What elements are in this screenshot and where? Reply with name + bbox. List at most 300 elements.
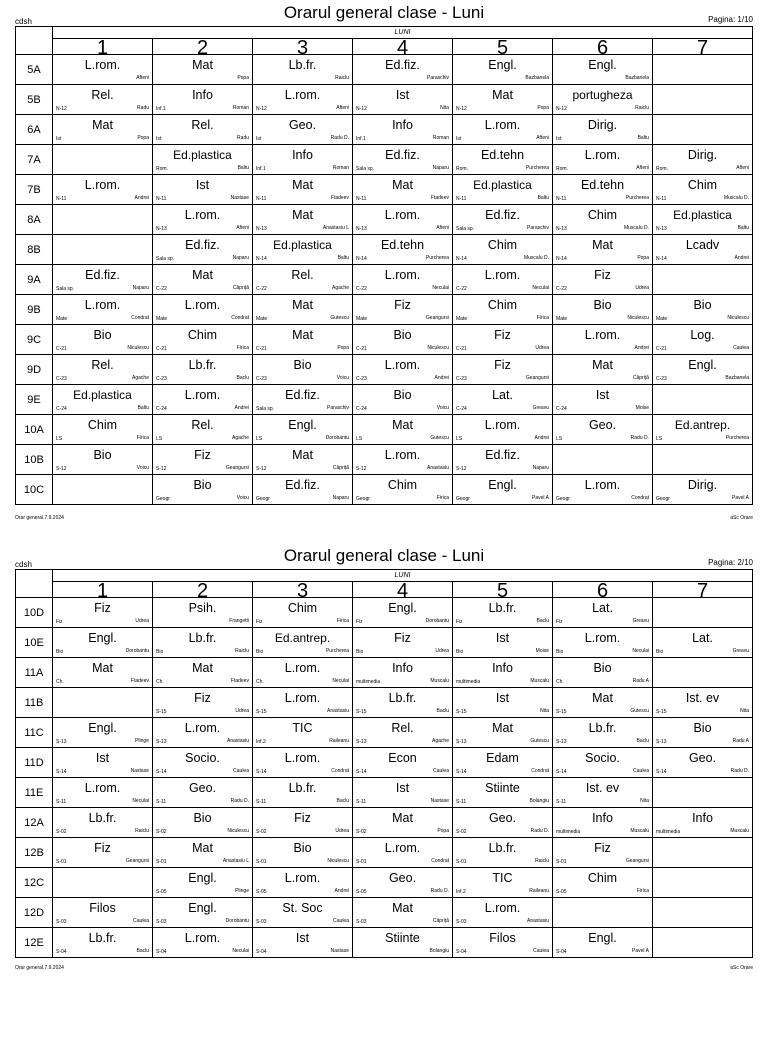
lesson-cell[interactable]	[353, 628, 453, 658]
class-name: 11D	[16, 748, 53, 778]
room-label: Sala sp.	[356, 166, 375, 172]
lesson-cell[interactable]	[53, 928, 153, 958]
class-row	[16, 598, 753, 628]
lesson-cell[interactable]	[553, 115, 653, 145]
lesson-cell[interactable]	[153, 688, 253, 718]
teacher-label: Plinge	[235, 888, 249, 894]
lesson-cell[interactable]	[653, 688, 753, 718]
room-label: C-21	[56, 346, 67, 352]
lesson-cell[interactable]	[153, 868, 253, 898]
lesson-cell[interactable]	[653, 898, 753, 928]
lesson-cell[interactable]	[553, 658, 653, 688]
lesson-cell[interactable]	[653, 445, 753, 475]
lesson-cell[interactable]	[153, 778, 253, 808]
lesson-cell[interactable]	[653, 718, 753, 748]
lesson-cell[interactable]	[53, 385, 153, 415]
subject-label: L.rom.	[284, 661, 321, 675]
lesson-cell[interactable]	[653, 205, 753, 235]
class-row	[16, 235, 753, 265]
teacher-label: Nastase	[330, 948, 349, 954]
lesson-cell[interactable]	[453, 718, 553, 748]
subject-label: Log.	[690, 328, 715, 342]
room-label: C-23	[356, 376, 367, 382]
lesson-cell[interactable]	[353, 898, 453, 928]
room-label: S-11	[456, 799, 467, 805]
lesson-cell[interactable]	[353, 475, 453, 505]
timetable-page-1	[0, 0, 768, 520]
room-label: LS	[556, 436, 563, 442]
lesson-cell[interactable]	[353, 325, 453, 355]
lesson-cell[interactable]	[153, 898, 253, 928]
room-label: Mate	[356, 316, 368, 322]
lesson-cell[interactable]	[153, 415, 253, 445]
lesson-cell[interactable]	[553, 808, 653, 838]
lesson-cell[interactable]	[353, 688, 453, 718]
lesson-cell[interactable]	[353, 295, 453, 325]
lesson-cell[interactable]	[153, 598, 253, 628]
subject-label: Ed.antrep.	[674, 418, 731, 432]
lesson-cell[interactable]	[53, 778, 153, 808]
lesson-cell[interactable]	[453, 265, 553, 295]
subject-label: Rel.	[191, 418, 214, 432]
lesson-cell[interactable]	[53, 295, 153, 325]
lesson-cell[interactable]	[553, 748, 653, 778]
lesson-cell[interactable]	[353, 808, 453, 838]
room-label: S-12	[456, 466, 467, 472]
lesson-cell[interactable]	[253, 265, 353, 295]
room-label: Bio	[156, 649, 164, 655]
lesson-cell[interactable]	[453, 355, 553, 385]
lesson-cell[interactable]	[53, 265, 153, 295]
subject-label: Bio	[693, 721, 712, 735]
teacher-label: Afteni	[636, 165, 649, 171]
room-label: Sala sp.	[256, 406, 275, 412]
room-label: Geogr	[456, 496, 470, 502]
lesson-cell[interactable]	[353, 235, 453, 265]
room-label: Ist	[556, 136, 562, 142]
lesson-cell[interactable]	[153, 928, 253, 958]
lesson-cell[interactable]	[553, 838, 653, 868]
subject-label: St. Soc	[282, 901, 323, 915]
room-label: S-01	[356, 859, 367, 865]
room-label: Mate	[456, 316, 468, 322]
room-label: C-22	[556, 286, 567, 292]
hour-number: 5	[496, 582, 509, 597]
lesson-cell[interactable]	[153, 658, 253, 688]
lesson-cell[interactable]	[653, 265, 753, 295]
lesson-cell[interactable]	[653, 475, 753, 505]
teacher-label: Afteni	[536, 135, 549, 141]
lesson-cell[interactable]	[253, 145, 353, 175]
class-name: 9E	[16, 385, 53, 415]
lesson-cell[interactable]	[253, 115, 353, 145]
subject-label: Dirig.	[587, 118, 618, 132]
lesson-cell[interactable]	[553, 628, 653, 658]
lesson-cell[interactable]	[53, 175, 153, 205]
lesson-cell[interactable]	[153, 85, 253, 115]
lesson-cell[interactable]	[353, 718, 453, 748]
lesson-cell[interactable]	[353, 385, 453, 415]
teacher-label: Firica	[336, 618, 349, 624]
lesson-cell[interactable]	[53, 838, 153, 868]
lesson-cell[interactable]	[553, 928, 653, 958]
teacher-label: Moise	[535, 648, 549, 654]
lesson-cell[interactable]	[353, 928, 453, 958]
lesson-cell[interactable]	[153, 55, 253, 85]
lesson-cell[interactable]	[653, 235, 753, 265]
lesson-cell[interactable]	[153, 145, 253, 175]
room-label: C-22	[356, 286, 367, 292]
lesson-cell[interactable]	[53, 145, 153, 175]
lesson-cell[interactable]	[353, 55, 453, 85]
teacher-label: Anastasiu L	[322, 225, 349, 231]
lesson-cell[interactable]	[253, 235, 353, 265]
lesson-cell[interactable]	[153, 325, 253, 355]
lesson-cell[interactable]	[53, 688, 153, 718]
lesson-cell[interactable]	[253, 868, 353, 898]
lesson-cell[interactable]	[553, 718, 653, 748]
teacher-label: Neculai	[432, 285, 449, 291]
lesson-cell[interactable]	[453, 928, 553, 958]
room-label: N-11	[356, 196, 367, 202]
lesson-cell[interactable]	[153, 355, 253, 385]
lesson-cell[interactable]	[453, 325, 553, 355]
lesson-cell[interactable]	[653, 415, 753, 445]
teacher-label: Popa	[437, 828, 449, 834]
lesson-cell[interactable]	[453, 838, 553, 868]
lesson-cell[interactable]	[553, 445, 653, 475]
teacher-label: Popa	[637, 255, 649, 261]
teacher-label: Agache	[432, 738, 449, 744]
lesson-cell[interactable]	[153, 445, 253, 475]
subject-label: Stiinte	[485, 781, 520, 795]
lesson-cell[interactable]	[53, 658, 153, 688]
lesson-cell[interactable]	[553, 778, 653, 808]
room-label: Fiz	[256, 619, 263, 625]
subject-label: Fiz	[394, 631, 411, 645]
room-label: multimedia	[556, 829, 581, 835]
lesson-cell[interactable]	[253, 355, 353, 385]
lesson-cell[interactable]	[253, 898, 353, 928]
lesson-cell[interactable]	[553, 355, 653, 385]
room-label: N-14	[556, 256, 567, 262]
lesson-cell[interactable]	[153, 628, 253, 658]
lesson-cell[interactable]	[653, 385, 753, 415]
lesson-cell[interactable]	[253, 598, 353, 628]
lesson-cell[interactable]	[453, 688, 553, 718]
lesson-cell[interactable]	[453, 445, 553, 475]
lesson-cell[interactable]	[253, 385, 353, 415]
lesson-cell[interactable]	[53, 898, 153, 928]
lesson-cell[interactable]	[153, 385, 253, 415]
lesson-cell[interactable]	[553, 265, 653, 295]
subject-label: Psih.	[188, 601, 217, 615]
lesson-cell[interactable]	[453, 55, 553, 85]
lesson-cell[interactable]	[553, 898, 653, 928]
teacher-label: Purcherea	[425, 255, 449, 261]
teacher-label: Nita	[440, 105, 449, 111]
room-label: LS	[156, 436, 163, 442]
teacher-label: Greavu	[732, 648, 749, 654]
teacher-label: Ftadeev	[230, 678, 249, 684]
lesson-cell[interactable]	[253, 445, 353, 475]
lesson-cell[interactable]	[453, 115, 553, 145]
lesson-cell[interactable]	[553, 295, 653, 325]
lesson-cell[interactable]	[253, 718, 353, 748]
lesson-cell[interactable]	[453, 145, 553, 175]
lesson-cell[interactable]	[453, 748, 553, 778]
lesson-cell[interactable]	[453, 778, 553, 808]
lesson-cell[interactable]	[153, 265, 253, 295]
room-label: S-14	[256, 769, 267, 775]
teacher-label: Caulea	[333, 918, 349, 924]
lesson-cell[interactable]	[153, 748, 253, 778]
subject-label: Lb.fr.	[388, 691, 417, 705]
lesson-cell[interactable]	[453, 85, 553, 115]
subject-label: L.rom.	[584, 478, 621, 492]
subject-label: Ed.plastica	[673, 208, 732, 222]
lesson-cell[interactable]	[453, 175, 553, 205]
lesson-cell[interactable]	[153, 175, 253, 205]
teacher-label: Nita	[540, 708, 549, 714]
lesson-cell[interactable]	[653, 838, 753, 868]
subject-label: Ed.fiz.	[85, 268, 120, 282]
lesson-cell[interactable]	[53, 115, 153, 145]
teacher-label: Niculescu	[427, 345, 449, 351]
room-label: N-13	[556, 226, 567, 232]
teacher-label: Nastase	[430, 798, 449, 804]
lesson-cell[interactable]	[553, 385, 653, 415]
lesson-cell[interactable]	[553, 688, 653, 718]
lesson-cell[interactable]	[453, 808, 553, 838]
teacher-label: Udrea	[635, 285, 649, 291]
lesson-cell[interactable]	[553, 598, 653, 628]
subject-label: Info	[392, 661, 413, 675]
room-label: S-01	[556, 859, 567, 865]
room-label: S-04	[456, 949, 467, 955]
lesson-cell[interactable]	[453, 235, 553, 265]
lesson-cell[interactable]	[53, 598, 153, 628]
lesson-cell[interactable]	[453, 205, 553, 235]
lesson-cell[interactable]	[53, 475, 153, 505]
lesson-cell[interactable]	[653, 115, 753, 145]
lesson-cell[interactable]	[153, 475, 253, 505]
lesson-cell[interactable]	[553, 145, 653, 175]
room-label: S-04	[256, 949, 267, 955]
lesson-cell[interactable]	[253, 85, 353, 115]
subject-label: Mat	[92, 661, 113, 675]
lesson-cell[interactable]	[153, 235, 253, 265]
lesson-cell[interactable]	[653, 628, 753, 658]
lesson-cell[interactable]	[353, 838, 453, 868]
subject-label: L.rom.	[184, 931, 221, 945]
hour-number: 7	[696, 582, 709, 597]
lesson-cell[interactable]	[353, 115, 453, 145]
lesson-cell[interactable]	[253, 808, 353, 838]
lesson-cell[interactable]	[553, 55, 653, 85]
teacher-label: Neculai	[332, 678, 349, 684]
lesson-cell[interactable]	[53, 55, 153, 85]
lesson-cell[interactable]	[553, 868, 653, 898]
room-label: S-01	[56, 859, 67, 865]
lesson-cell[interactable]	[253, 658, 353, 688]
teacher-label: Voicu	[336, 375, 349, 381]
lesson-cell[interactable]	[453, 475, 553, 505]
room-label: C-23	[456, 376, 467, 382]
lesson-cell[interactable]	[153, 115, 253, 145]
lesson-cell[interactable]	[653, 55, 753, 85]
lesson-cell[interactable]	[453, 658, 553, 688]
day-label: LUNI	[53, 27, 753, 39]
class-row	[16, 628, 753, 658]
teacher-label: Naparu	[232, 255, 249, 261]
lesson-cell[interactable]	[653, 928, 753, 958]
lesson-cell[interactable]	[53, 205, 153, 235]
lesson-cell[interactable]	[153, 295, 253, 325]
room-label: S-14	[656, 769, 667, 775]
class-row	[16, 55, 753, 85]
subject-label: L.rom.	[484, 901, 521, 915]
room-label: S-05	[356, 889, 367, 895]
lesson-cell[interactable]	[353, 658, 453, 688]
lesson-cell[interactable]	[653, 175, 753, 205]
lesson-cell[interactable]	[453, 415, 553, 445]
lesson-cell[interactable]	[153, 838, 253, 868]
lesson-cell[interactable]	[253, 928, 353, 958]
lesson-cell[interactable]	[253, 778, 353, 808]
teacher-label: Andrei	[634, 345, 649, 351]
lesson-cell[interactable]	[653, 808, 753, 838]
lesson-cell[interactable]	[353, 415, 453, 445]
lesson-cell[interactable]	[53, 85, 153, 115]
lesson-cell[interactable]	[153, 808, 253, 838]
lesson-cell[interactable]	[53, 748, 153, 778]
lesson-cell[interactable]	[53, 325, 153, 355]
lesson-cell[interactable]	[53, 808, 153, 838]
lesson-cell[interactable]	[453, 295, 553, 325]
lesson-cell[interactable]	[553, 235, 653, 265]
lesson-cell[interactable]	[53, 718, 153, 748]
hour-header	[653, 582, 753, 598]
lesson-cell[interactable]	[353, 355, 453, 385]
room-label: Bio	[656, 649, 664, 655]
lesson-cell[interactable]	[553, 175, 653, 205]
lesson-cell[interactable]	[553, 325, 653, 355]
room-label: S-13	[656, 739, 667, 745]
lesson-cell[interactable]	[653, 145, 753, 175]
lesson-cell[interactable]	[253, 838, 353, 868]
teacher-label: Paraschiv	[327, 405, 349, 411]
lesson-cell[interactable]	[453, 868, 553, 898]
subject-label: Chim	[587, 871, 618, 885]
lesson-cell[interactable]	[653, 748, 753, 778]
lesson-cell[interactable]	[53, 445, 153, 475]
lesson-cell[interactable]	[353, 205, 453, 235]
lesson-cell[interactable]	[353, 145, 453, 175]
lesson-cell[interactable]	[653, 598, 753, 628]
room-label: N-14	[456, 256, 467, 262]
class-row	[16, 145, 753, 175]
lesson-cell[interactable]	[53, 235, 153, 265]
lesson-cell[interactable]	[453, 598, 553, 628]
subject-label: Ed.fiz.	[385, 148, 420, 162]
room-label: Bio	[256, 649, 264, 655]
lesson-cell[interactable]	[353, 778, 453, 808]
teacher-label: Căpriță	[232, 285, 249, 291]
subject-label: L.rom.	[384, 358, 421, 372]
teacher-label: Paraschiv	[527, 225, 549, 231]
lesson-cell[interactable]	[353, 265, 453, 295]
lesson-cell[interactable]	[353, 85, 453, 115]
lesson-cell[interactable]	[353, 175, 453, 205]
subject-label: Ed.tehn	[480, 148, 525, 162]
lesson-cell[interactable]	[353, 748, 453, 778]
subject-label: L.rom.	[384, 841, 421, 855]
lesson-cell[interactable]	[253, 295, 353, 325]
lesson-cell[interactable]	[253, 325, 353, 355]
teacher-label: Andrei	[234, 405, 249, 411]
lesson-cell[interactable]	[653, 658, 753, 688]
room-label: S-13	[356, 739, 367, 745]
lesson-cell[interactable]	[253, 475, 353, 505]
subject-label: Fiz	[194, 691, 211, 705]
lesson-cell[interactable]	[653, 295, 753, 325]
lesson-cell[interactable]	[653, 778, 753, 808]
lesson-cell[interactable]	[653, 868, 753, 898]
lesson-cell[interactable]	[653, 85, 753, 115]
lesson-cell[interactable]	[53, 868, 153, 898]
teacher-label: Raiclu	[635, 105, 649, 111]
room-label: N-11	[556, 196, 567, 202]
lesson-cell[interactable]	[53, 355, 153, 385]
lesson-cell[interactable]	[653, 355, 753, 385]
lesson-cell[interactable]	[153, 718, 253, 748]
lesson-cell[interactable]	[353, 445, 453, 475]
lesson-cell[interactable]	[453, 898, 553, 928]
teacher-label: Purcherea	[625, 195, 649, 201]
subject-label: Ed.plastica	[173, 148, 232, 162]
lesson-cell[interactable]	[253, 748, 353, 778]
teacher-label: Agache	[232, 435, 249, 441]
subject-label: Geo.	[288, 118, 317, 132]
lesson-cell[interactable]	[453, 628, 553, 658]
lesson-cell[interactable]	[53, 415, 153, 445]
lesson-cell[interactable]	[253, 205, 353, 235]
lesson-cell[interactable]	[253, 688, 353, 718]
lesson-cell[interactable]	[353, 598, 453, 628]
subject-label: Ed.plastica	[473, 178, 532, 192]
lesson-cell[interactable]	[653, 325, 753, 355]
lesson-cell[interactable]	[553, 475, 653, 505]
subject-label: L.rom.	[484, 418, 521, 432]
lesson-cell[interactable]	[553, 85, 653, 115]
lesson-cell[interactable]	[353, 868, 453, 898]
lesson-cell[interactable]	[253, 55, 353, 85]
lesson-cell[interactable]	[253, 415, 353, 445]
room-label: S-12	[356, 466, 367, 472]
lesson-cell[interactable]	[53, 628, 153, 658]
teacher-label: Naparu	[132, 285, 149, 291]
room-label: S-13	[556, 739, 567, 745]
lesson-cell[interactable]	[553, 415, 653, 445]
teacher-label: Neculai	[532, 285, 549, 291]
room-label: C-24	[556, 406, 567, 412]
lesson-cell[interactable]	[153, 205, 253, 235]
lesson-cell[interactable]	[253, 175, 353, 205]
lesson-cell[interactable]	[553, 205, 653, 235]
lesson-cell[interactable]	[253, 628, 353, 658]
lesson-cell[interactable]	[453, 385, 553, 415]
